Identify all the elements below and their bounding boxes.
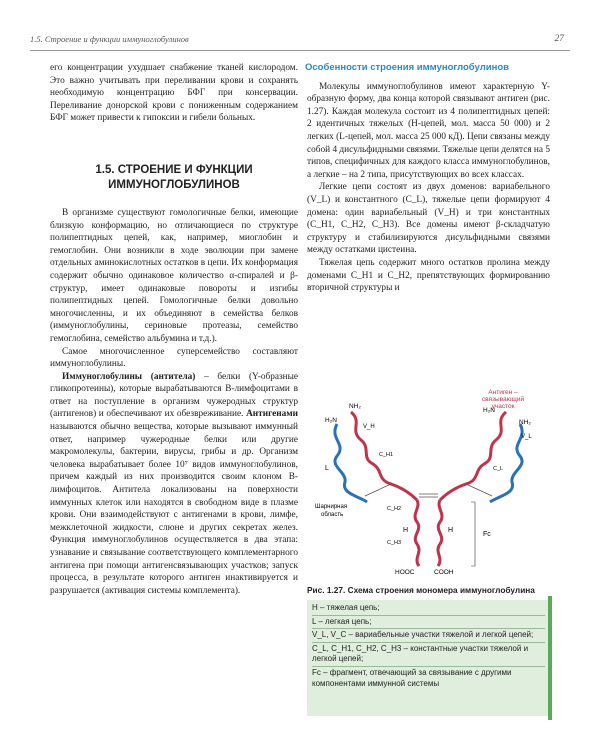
label-nh2-right: NH₂	[519, 419, 531, 426]
antigen-site-label-1: Антиген –	[488, 389, 518, 396]
label-h-right: H	[448, 527, 454, 534]
legend-divider	[312, 628, 545, 629]
paragraph-continuation: его концентрации ухудшает снабжение тканей кислородом. Это важно учитывать при переливании крови и сохранять необходимую концентрацию БФГ при консервации. Переливание донорской крови с пониженным содержанием БФГ может привести к гипоксии и гибели больных.	[50, 63, 298, 124]
header-rule	[30, 50, 570, 51]
paragraph-proline: Тяжелая цепь содержит много остатков пролина между доменами C_H1 и C_H2, препятствующих формированию вторичной структуры и	[307, 257, 550, 294]
right-light-chain	[490, 424, 522, 502]
left-column	[50, 62, 298, 597]
term-immunoglobulins: Иммуноглобулины (антитела)	[62, 371, 196, 382]
legend-item-h: H – тяжелая цепь;	[312, 603, 380, 612]
section-title	[50, 163, 298, 193]
legend-item-constant: C_L, C_H1, C_H2, C_H3 – константные участки тяжелой и легкой цепей;	[312, 643, 529, 664]
label-vh: V_H	[363, 424, 375, 430]
paragraph-homologous: В организме существуют гомологичные белки, имеющие близкую конформацию, но отличающиеся по структуре полипептидных цепей, как, например, миоглобин и гемоглобин. Они возникли в ходе эволюции при замене отдельных аминокислотных остатков в цепи. Их конформация содержит обычно одинаковое количество α-спиралей и β-структур, имеет одинаковые повороты и изгибы полипептидных цепей. Гомологичные белки довольно многочисленны, и их объединяют в семейства белков (иммуноглобулины, сериновые протеазы, семейство гемоглобина, семейство альбумина и т.д.).	[50, 207, 298, 344]
label-h-left: H	[403, 527, 409, 534]
legend-divider	[312, 666, 545, 667]
label-hinge-2: область	[321, 512, 344, 518]
legend-accent-strip	[548, 596, 552, 720]
label-cl: C_L	[493, 466, 504, 472]
label-l: L	[325, 465, 329, 472]
label-hinge-1: Шарнирная	[315, 504, 348, 510]
immunoglobulin-figure	[307, 384, 550, 576]
left-light-chain	[335, 424, 367, 502]
legend-item-fc: Fc – фрагмент, отвечающий за связывание с другими компонентами иммунной системы	[312, 667, 512, 688]
label-ch2: C_H2	[387, 506, 402, 512]
paragraph-structure: Молекулы иммуноглобулинов имеют характерную Y-образную форму, два конца которой связывают антиген (рис. 1.27). Каждая молекула состоит из 4 полипептидных цепей: 2 идентичных тяжелых (Н-цепей, мол. масса 50 000) и 2 легких (L-цепей, мол. масса 25 000 кД). Цепи связаны между собой 4 дисульфидными связями. Тяжелые цепи делятся на 5 типов, специфичных для каждого класса иммуноглобулинов, а легкие – на 2 типа, присутствующих во всех классах.	[307, 81, 551, 180]
section-title-line1: 1.5. СТРОЕНИЕ И ФУНКЦИИ	[95, 163, 253, 176]
term-antigens: Антигенами	[246, 409, 298, 420]
disulfide-bonds	[365, 484, 492, 497]
legend-divider	[312, 642, 545, 643]
figure-caption: Рис. 1.27. Схема строения мономера иммуноглобулина	[307, 585, 535, 595]
legend-item-variable: V_L, V_C – вариабельные участки тяжелой и легкой цепей;	[312, 630, 534, 640]
antigens-text: называются обычно вещества, которые вызывают иммунный ответ, например чужеродные белки или другие макромолекулы, бактерии, вирусы, грибы и др. Организм человека вырабатывает более 10⁷ видов иммуноглобулинов, причем каждый из них производится своим клоном В-лимфоцитов. Антитела локализованы на поверхности иммунных клеток или находятся в свободном виде в плазме крови. Они взаимодействуют с антигенами в крови, лимфе, межклеточной жидкости, слюне и других секретах желез. Функция иммуноглобулинов осуществляется в два этапа: узнавание и связывание соответствующего комплементарного антигена при помощи антигенсвязывающих участков; запуск процесса, в результате которого антиген инактивируется и разрушается (активация системы комплемента).	[50, 422, 298, 596]
paragraph-domains: Легкие цепи состоят из двух доменов: вариабельного (V_L) и константного (C_L), тяжелые цепи формируют 4 домена: один вариабельный (V_H) и три константных (C_H1, C_H2, C_H3). Все домены имеют β-складчатую структуру и стабилизируются дисульфидными связями между остатками цистеина.	[307, 182, 550, 256]
antigen-site-label-3: участок	[491, 403, 515, 410]
paragraph-superfamily: Самое многочисленное суперсемейство составляют иммуноглобулины.	[50, 346, 298, 370]
right-heavy-stem	[438, 500, 442, 566]
label-ch3: C_H3	[387, 540, 402, 546]
paragraph-immunoglobulins	[50, 371, 298, 598]
section-title-line2: ИММУНОГЛОБУЛИНОВ	[108, 178, 240, 191]
label-nh2-left: NH₂	[349, 403, 361, 410]
running-head: 1.5. Строение и функции иммуноглобулинов	[30, 34, 189, 44]
label-vl: V_L	[521, 434, 532, 440]
label-cooh: COOH	[434, 569, 454, 576]
fc-bracket	[471, 502, 475, 566]
left-heavy-stem	[415, 500, 419, 566]
subheading: Особенности строения иммуноглобулинов	[305, 62, 509, 73]
page-number: 27	[554, 34, 564, 44]
label-h2n-left: H₂N	[325, 417, 337, 424]
immunoglobulin-diagram	[307, 384, 550, 576]
label-hooc: HOOC	[395, 569, 415, 576]
legend-item-l: L – легкая цепь;	[312, 616, 372, 626]
definition-text: – белки (Y-образные гликопротеины), которые вырабатываются В-лимфоцитами в ответ на поступление в организм чужеродных структур (антигенов) и обеспечивают их обезвреживание.	[50, 371, 298, 420]
figure-legend	[307, 600, 550, 716]
label-fc: Fc	[483, 531, 491, 538]
right-column	[307, 62, 550, 295]
label-h2n-right: H₂N	[483, 407, 495, 414]
antigen-site-label-2: связывающий	[481, 396, 525, 403]
legend-divider	[312, 615, 545, 616]
label-ch1: C_H1	[379, 452, 394, 458]
